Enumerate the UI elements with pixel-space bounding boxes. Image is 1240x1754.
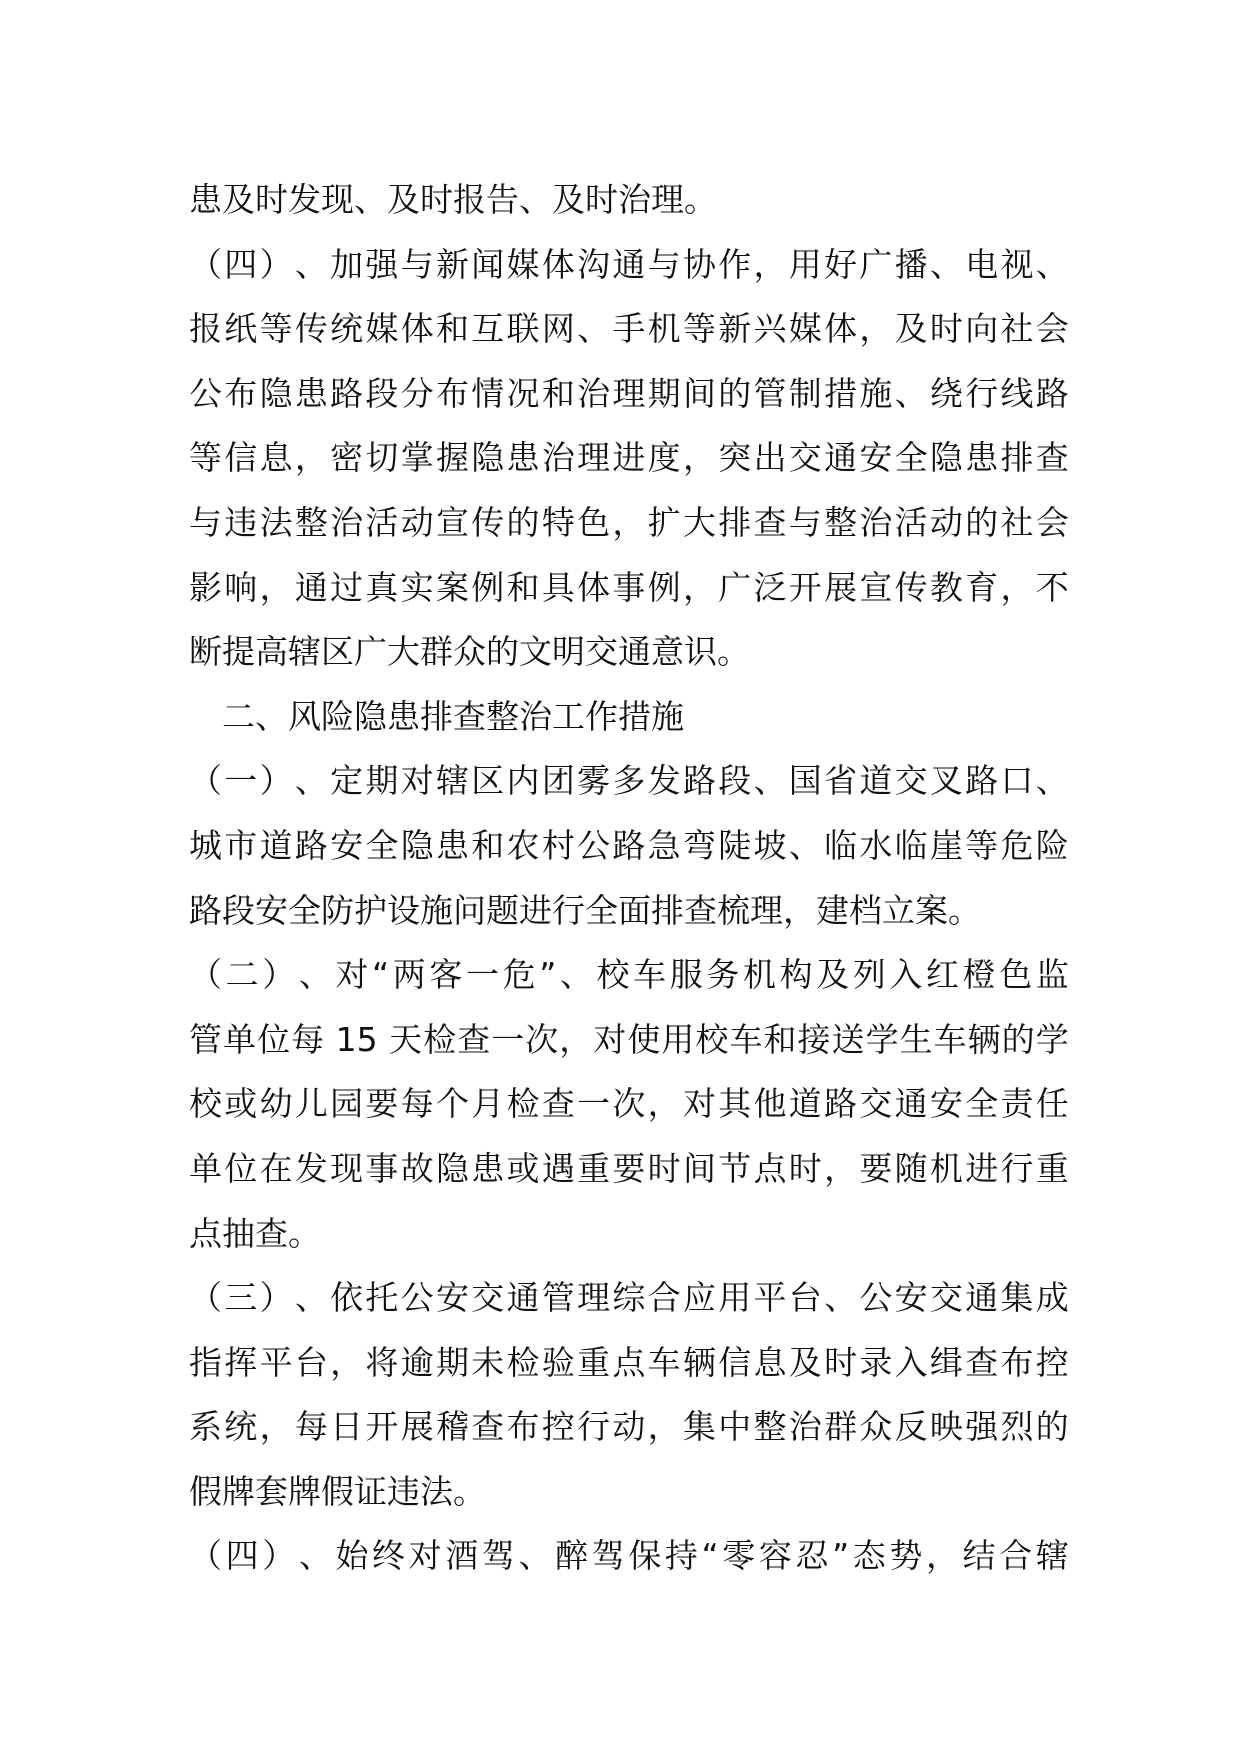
text-line: 路段安全防护设施问题进行全面排查梳理，建档立案。 (189, 890, 981, 930)
text-line: 指 挥 平 台 ， 将 逾 期 未 检 验 重 点 车 辆 信 息 及 时 录 入 缉 查 布 控 (189, 1342, 1069, 1382)
text-line: 管 单 位 每 15 天 检 查 一 次 ， 对 使 用 校 车 和 接 送 学 生 车 辆 的 学 (189, 1019, 1069, 1059)
text-line: （ 二 ） 、 对 “ 两 客 一 危 ” 、 校 车 服 务 机 构 及 列 入 红 橙 色 监 (189, 955, 1069, 995)
text-line: 校 或 幼 儿 园 要 每 个 月 检 查 一 次 ， 对 其 他 道 路 交 通 安 全 责 任 (189, 1084, 1069, 1124)
text-line: 城 市 道 路 安 全 隐 患 和 农 村 公 路 急 弯 陡 坡 、 临 水 临 崖 等 危 险 (189, 825, 1069, 865)
text-line: 影 响 ， 通 过 真 实 案 例 和 具 体 事 例 ， 广 泛 开 展 宣 传 教 育 ， 不 (189, 567, 1069, 607)
text-line: 报 纸 等 传 统 媒 体 和 互 联 网 、 手 机 等 新 兴 媒 体 ， 及 时 向 社 会 (189, 309, 1069, 349)
text-line: 点抽查。 (189, 1213, 321, 1253)
text-line: 等 信 息 ， 密 切 掌 握 隐 患 治 理 进 度 ， 突 出 交 通 安 全 隐 患 排 查 (189, 438, 1069, 478)
text-line: 系 统 ， 每 日 开 展 稽 查 布 控 行 动 ， 集 中 整 治 群 众 反 映 强 烈 的 (189, 1407, 1069, 1447)
text-line: 二、风险隐患排查整治工作措施 (222, 696, 684, 736)
text-line: （ 四 ） 、 始 终 对 酒 驾 、 醉 驾 保 持 “ 零 容 忍 ” 态 势 ， 结 合 辖 (189, 1536, 1069, 1576)
text-line: （ 一 ） 、 定 期 对 辖 区 内 团 雾 多 发 路 段 、 国 省 道 交 叉 路 口 、 (189, 761, 1069, 801)
body-text (189, 168, 1069, 1589)
text-line: （ 三 ） 、 依 托 公 安 交 通 管 理 综 合 应 用 平 台 、 公 安 交 通 集 成 (189, 1278, 1069, 1318)
text-line: 公 布 隐 患 路 段 分 布 情 况 和 治 理 期 间 的 管 制 措 施 、 绕 行 线 路 (189, 373, 1069, 413)
text-line: 断提高辖区广大群众的文明交通意识。 (189, 632, 750, 672)
text-line: （ 四 ） 、 加 强 与 新 闻 媒 体 沟 通 与 协 作 ， 用 好 广 播 、 电 视 、 (189, 244, 1069, 284)
text-line: 患及时发现、及时报告、及时治理。 (189, 180, 717, 219)
text-line: 与 违 法 整 治 活 动 宣 传 的 特 色 ， 扩 大 排 查 与 整 治 活 动 的 社 会 (189, 502, 1069, 542)
text-line: 单 位 在 发 现 事 故 隐 患 或 遇 重 要 时 间 节 点 时 ， 要 随 机 进 行 重 (189, 1148, 1069, 1188)
text-line: 假牌套牌假证违法。 (189, 1471, 486, 1511)
